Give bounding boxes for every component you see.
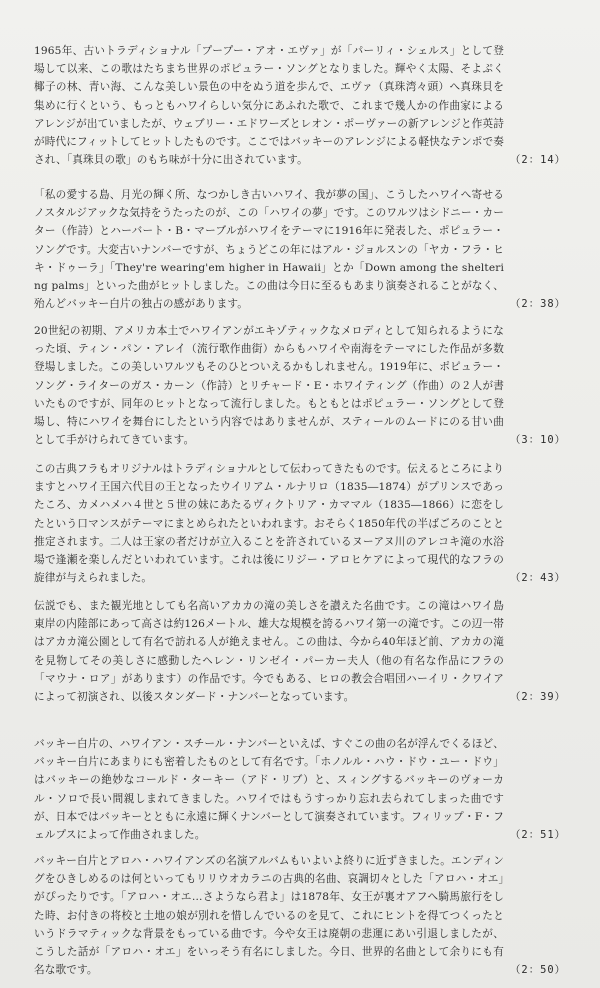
note-text: バッキー白片の、ハワイアン・スチール・ナンバーといえば、すぐこの曲の名が浮んでくるほど、バッキー白片にあまりにも密着したものとして有名です。「ホノルル・ハウ・ドウ・ユー・ドウ」はバッキーの絶妙なコールド・ターキー（アド・リブ）と、スィングするバッキーのヴォーカル・ソロで長い間親しまれてきました。ハワイではもうすっかり忘れ去られてしまった曲ですが、日本ではバッキーとともに永遠に輝くナンバーとして演奏されています。フィリップ・F・フェルプスによって作曲されました。 [34,738,504,842]
note-paragraph [34,852,566,979]
note-text: 20世紀の初期、アメリカ本土でハワイアンがエキゾティックなメロディとして知られるようになった頃、ティン・パン・アレイ（流行歌作曲街）からもハワイや南海をテーマにした作品が多数登場しました。この美しいワルツもそのひとついえるかもしれません。1919年に、ポピュラー・ソング・ライターのガス・カーン（作詩）とリチャード・E・ホワイティング（作曲）の２人が書いたものですが、同年のヒットとなって流行しました。もともとはポピュラー・ソングとして登場し、特にハワイを舞台にしたという内容ではありませんが、スティールのムードにのる甘い曲として手がけられてきています。 [34,325,504,447]
note-aloha-oe [0,852,600,979]
track-duration: （2：39） [510,691,566,704]
note-text: 1965年、古いトラディショナル「プープー・アオ・エヴァ」が「パーリィ・シェルス」として登場して以来、この歌はたちまち世界のポピュラー・ソングとなりました。輝やく太陽、そよぷく椰子の林、青い海、こんな美しい景色の中をぬう道を歩んで、エヴァ（真珠湾々頭）へ真珠貝を集めに行くという、もっともハワイらしい気分にあふれた歌で、これまで幾人かの作曲家によるアレンジが出ていましたが、ウェブリー・エドワーズとレオン・ポーヴァーの新アレンジと作英詩が時代にフィットしてヒットしたものです。ここではバッキーのアレンジによる軽快なテンポで奏され、「真珠貝の歌」のもち味が十分に出されています。 [34,45,504,167]
note-paragraph [34,322,566,449]
note-waltz [0,322,600,449]
note-paragraph [34,735,566,844]
note-my-hawaiian-dream [0,186,600,313]
note-paragraph [34,42,566,169]
track-duration: （2：51） [510,829,566,842]
note-pearly-shells [0,42,600,169]
track-duration: （3：10） [510,434,566,447]
track-duration: （2：14） [510,154,566,167]
track-duration: （2：38） [510,298,566,311]
note-text: この古典フラもオリジナルはトラディショナルとして伝わってきたものです。伝えるところによりますとハワイ王国六代目の王となったウイリアム・ルナリロ（1835―1874）がプリンスであったころ、カメハメハ４世と５世の妹にあたるヴィクトリア・カママル（1835―1866）に恋をしたという口マンスがテーマにまとめられたといわれます。おそらく1850年代の半ばごろのことと推定されます。二人は王家の者だけが立入ることを許されているヌーアヌ川のアレコキ滝の水浴場で逢瀬を楽しんだといわれています。これは後にリジー・アロヒケアによって現代的なフラの旋律が与えられました。 [34,463,504,585]
note-text: 「私の愛する島、月光の輝く所、なつかしき古いハワイ、我が夢の国」、こうしたハワイへ寄せるノスタルジアックな気持をうたったのが、この「ハワイの夢」です。このワルツはシドニー・カーター（作詩）とハーバート・B・マーブルがハワイをテーマに1916年に発表した、ポピュラー・ソングです。大変古いナンバーですが、ちょうどこの年にはアル・ジョルスンの「ヤカ・フラ・ヒキ・ドゥーラ」「They're wearing'em higher in Hawaii」とか「Down among the sheltering palms」といった曲がヒットしました。この曲は今日に至るもあまり演奏されることがなく、殆んどバッキー白片の独占の感があります。 [34,189,504,311]
note-text: バッキー白片とアロハ・ハワイアンズの名演アルバムもいよいよ終りに近ずきました。エンディングをひきしめるのは何といってもリリウオカラニの古典的名曲、哀調切々とした「アロハ・オエ」がぴったりです。「アロハ・オエ…さようなら君よ」は1878年、女王が裏オアフへ騎馬旅行をした時、お付きの将校と土地の娘が別れを惜しんでいるのを見て、これにヒントを得てつくったというドラマティックな背景をもっている曲です。今や女王は廃朝の悲運にあい引退しましたが、こうした話が「アロハ・オエ」をいっそう有名にしました。今日、世界的名曲として余りにも有名な歌です。 [34,855,504,977]
note-honolulu-how-do-you-do [0,735,600,844]
track-duration: （2：43） [510,572,566,585]
note-text: 伝説でも、また観光地としても名高いアカカの滝の美しさを讃えた名曲です。この滝はハワイ島東岸の内陸部にあって高さは約126メートル、雄大な規模を誇るハワイ第一の滝です。この辺一帯はアカカ滝公園として有名で訪れる人が絶えません。この曲は、今から40年ほど前、アカカの滝を見物してその美しさに感動したヘレン・リンゼイ・パーカー夫人（他の有名な作品にフラの「マウナ・ロア」があります）の作品です。今でもある、ヒロの教会合唱団ハーイリ・クワイアによって初演され、以後スタンダード・ナンバーとなっています。 [34,600,504,704]
track-duration: （2：50） [510,964,566,977]
note-paragraph [34,186,566,313]
note-paragraph [34,460,566,587]
note-classic-hula [0,460,600,587]
note-akaka-falls [0,597,600,706]
note-paragraph [34,597,566,706]
